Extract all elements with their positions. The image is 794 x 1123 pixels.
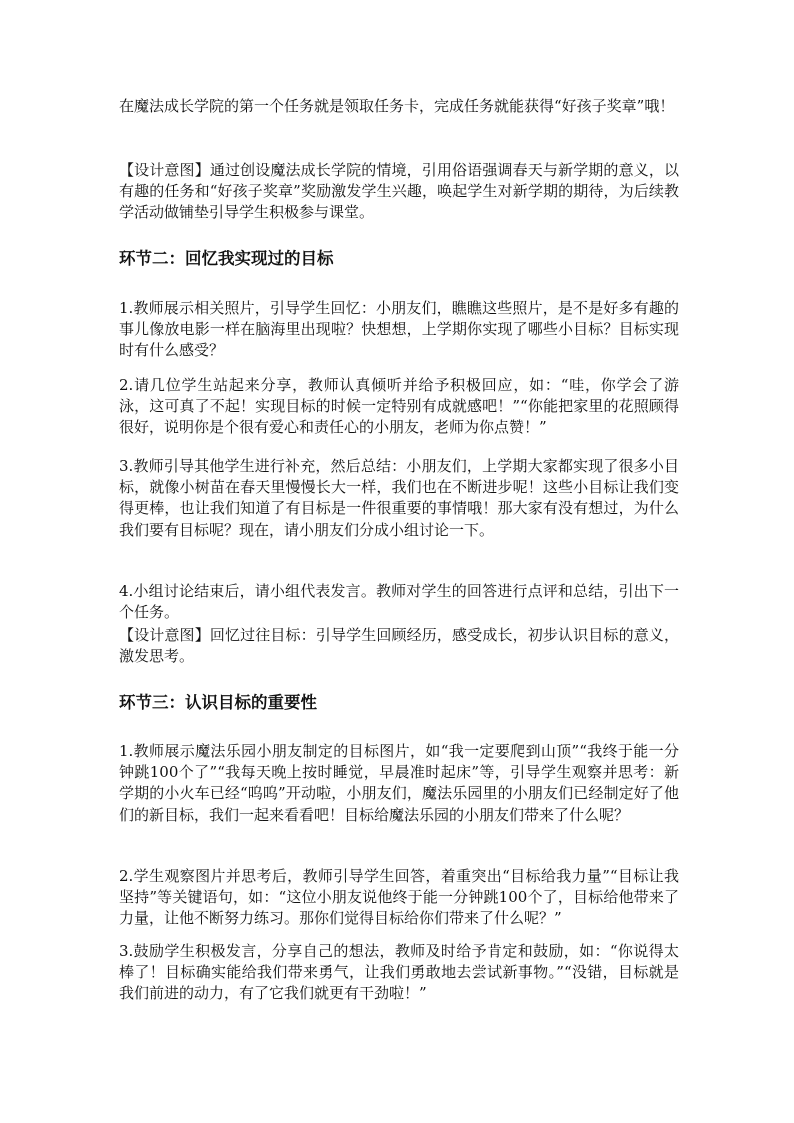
section3-paragraph-3: 3.鼓励学生积极发言，分享自己的想法，教师及时给予肯定和鼓励，如：“你说得太棒了！目标确实能给我们带来勇气，让我们勇敢地去尝试新事物。”“没错，目标就是我们前进的动力，有了它我们就更有干劲啦！”	[119, 942, 679, 1003]
section-heading-3: 环节三：认识目标的重要性	[119, 693, 317, 712]
section2-paragraph-3: 3.教师引导其他学生进行补充，然后总结：小朋友们，上学期大家都实现了很多小目标，就像小树苗在春天里慢慢长大一样，我们也在不断进步呢！这些小目标让我们变得更棒，也让我们知道了有目标是一件很重要的事情哦！那大家有没有想过，为什么我们要有目标呢？现在，请小朋友们分成小组讨论一下。	[119, 457, 679, 539]
design-intent-paragraph-1: 【设计意图】通过创设魔法成长学院的情境，引用俗语强调春天与新学期的意义，以有趣的任务和“好孩子奖章”奖励激发学生兴趣，唤起学生对新学期的期待，为后续教学活动做铺垫引导学生积极参与课堂。	[119, 161, 679, 222]
section2-paragraph-1: 1.教师展示相关照片，引导学生回忆：小朋友们，瞧瞧这些照片，是不是好多有趣的事儿像放电影一样在脑海里出现啦？快想想，上学期你实现了哪些小目标？目标实现时有什么感受？	[119, 299, 679, 360]
section-heading-2: 环节二：回忆我实现过的目标	[119, 249, 334, 268]
section3-paragraph-1: 1.教师展示魔法乐园小朋友制定的目标图片，如“我一定要爬到山顶”“我终于能一分钟跳100个了”“我每天晚上按时睡觉，早晨准时起床”等，引导学生观察并思考：新学期的小火车已经“呜呜”开动啦，小朋友们，魔法乐园里的小朋友们已经制定好了他们的新目标，我们一起来看看吧！目标给魔法乐园的小朋友们带来了什么呢？	[119, 742, 679, 824]
design-intent-paragraph-2: 【设计意图】回忆过往目标：引导学生回顾经历，感受成长，初步认识目标的意义，激发思考。	[119, 626, 679, 666]
section3-paragraph-2: 2.学生观察图片并思考后，教师引导学生回答，着重突出“目标给我力量”“目标让我坚持”等关键语句，如：“这位小朋友说他终于能一分钟跳100个了，目标给他带来了力量，让他不断努力练习。那你们觉得目标给你们带来了什么呢？”	[119, 867, 679, 928]
document-page	[119, 0, 679, 1123]
intro-paragraph: 在魔法成长学院的第一个任务就是领取任务卡，完成任务就能获得“好孩子奖章”哦！	[119, 97, 675, 115]
section2-paragraph-2: 2.请几位学生站起来分享，教师认真倾听并给予积极回应，如：“哇，你学会了游泳，这可真了不起！实现目标的时候一定特别有成就感吧！”“你能把家里的花照顾得很好，说明你是个很有爱心和责任心的小朋友，老师为你点赞！”	[119, 376, 679, 437]
section2-paragraph-4: 4.小组讨论结束后，请小组代表发言。教师对学生的回答进行点评和总结，引出下一个任务。	[119, 582, 679, 622]
